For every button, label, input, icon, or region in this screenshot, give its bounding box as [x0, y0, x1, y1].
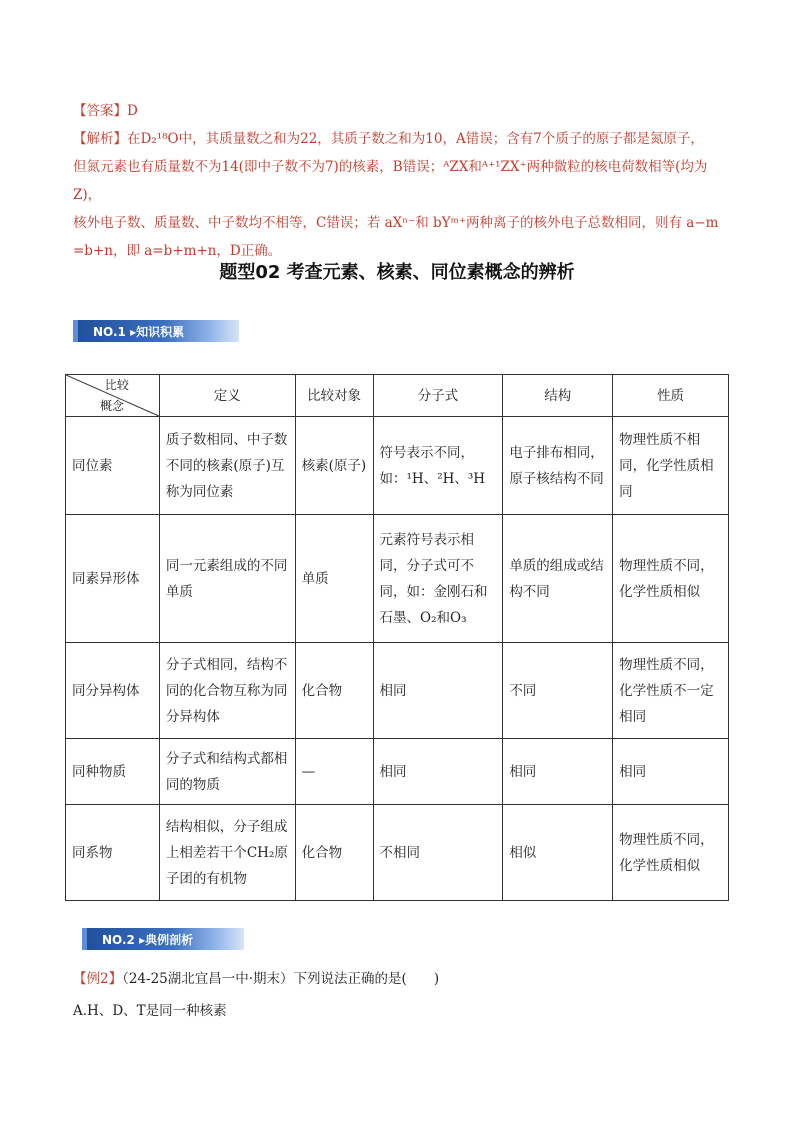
option-a: A.H、D、T是同一种核素: [73, 1003, 227, 1019]
answer-label: 【答案】: [73, 103, 127, 119]
table-cell: 相似: [503, 805, 613, 901]
table-cell: 物理性质不同，化学性质相似: [613, 515, 729, 643]
header-cell: 性质: [613, 375, 729, 417]
table-cell: 结构相似，分子组成上相差若干个CH₂原子团的有机物: [159, 805, 295, 901]
table-cell: 相同: [503, 739, 613, 805]
table-cell: 单质的组成或结构不同: [503, 515, 613, 643]
table-cell: 相同: [373, 739, 503, 805]
table-cell: 不相同: [373, 805, 503, 901]
table-cell: 核素(原子): [295, 417, 373, 515]
header-cell: 定义: [159, 375, 295, 417]
table-cell: 化合物: [295, 805, 373, 901]
answer-block: [73, 97, 733, 265]
table-cell: 质子数相同、中子数不同的核素(原子)互称为同位素: [159, 417, 295, 515]
table-cell: 同系物: [66, 805, 160, 901]
analysis-line-2: 但氮元素也有质量数不为14(即中子数不为7)的核素，B错误；ᴬZX和ᴬ⁺¹ZX⁺两种微粒的核电荷数相等(均为Z)，: [73, 159, 708, 203]
table-cell: 单质: [295, 515, 373, 643]
table-row: [66, 515, 729, 643]
table-cell: 相同: [373, 643, 503, 739]
table-cell: 相同: [613, 739, 729, 805]
table-cell: —: [295, 739, 373, 805]
table-cell: 分子式相同，结构不同的化合物互称为同分异构体: [159, 643, 295, 739]
section-banner-knowledge: NO.1 ▸知识积累: [73, 320, 239, 342]
analysis-label: 【解析】: [73, 131, 127, 147]
section-banner-examples: NO.2 ▸典例剖析: [82, 928, 244, 950]
analysis-line-3: 核外电子数、质量数、中子数均不相等，C错误；若 aXⁿ⁻和 bYᵐ⁺两种离子的核外电子总数相同，则有 a−m: [73, 215, 719, 231]
header-cell: 结构: [503, 375, 613, 417]
example-question: [73, 966, 439, 992]
example-text: （24-25湖北宜昌一中·期末）下列说法正确的是( ): [122, 971, 440, 987]
table-cell: 元素符号表示相同，分子式可不同，如：金刚石和石墨、O₂和O₃: [373, 515, 503, 643]
corner-label-bottom: 概念: [100, 399, 125, 413]
table-cell: 物理性质不同，化学性质相似: [613, 805, 729, 901]
table-cell: 符号表示不同，如：¹H、²H、³H: [373, 417, 503, 515]
example-tag: 【例2】: [73, 971, 123, 987]
answer-value: D: [127, 103, 138, 119]
header-cell: 分子式: [373, 375, 503, 417]
analysis-line-4: =b+n，即 a=b+m+n，D正确。: [73, 243, 282, 259]
table-row: [66, 417, 729, 515]
header-cell: 比较对象: [295, 375, 373, 417]
table-row: [66, 643, 729, 739]
table-cell: 不同: [503, 643, 613, 739]
concept-comparison-table: [65, 374, 729, 901]
table-row: [66, 739, 729, 805]
analysis-line-1: 在D₂¹⁸O中，其质量数之和为22，其质子数之和为10，A错误；含有7个质子的原子都是氮原子，: [127, 131, 704, 147]
table-cell: 同分异构体: [66, 643, 160, 739]
table-header-row: [66, 375, 729, 417]
table-cell: 同种物质: [66, 739, 160, 805]
corner-label-top: 比较: [104, 378, 129, 392]
table-cell: 电子排布相同，原子核结构不同: [503, 417, 613, 515]
table-cell: 同素异形体: [66, 515, 160, 643]
table-cell: 同一元素组成的不同单质: [159, 515, 295, 643]
table-cell: 物理性质不相同，化学性质相同: [613, 417, 729, 515]
table-cell: 分子式和结构式都相同的物质: [159, 739, 295, 805]
table-cell: 化合物: [295, 643, 373, 739]
table-row: [66, 805, 729, 901]
table-cell: 物理性质不同，化学性质不一定相同: [613, 643, 729, 739]
section-title: 题型02 考查元素、核素、同位素概念的辨析: [219, 262, 575, 283]
diagonal-header-cell: [66, 375, 160, 417]
table-cell: 同位素: [66, 417, 160, 515]
